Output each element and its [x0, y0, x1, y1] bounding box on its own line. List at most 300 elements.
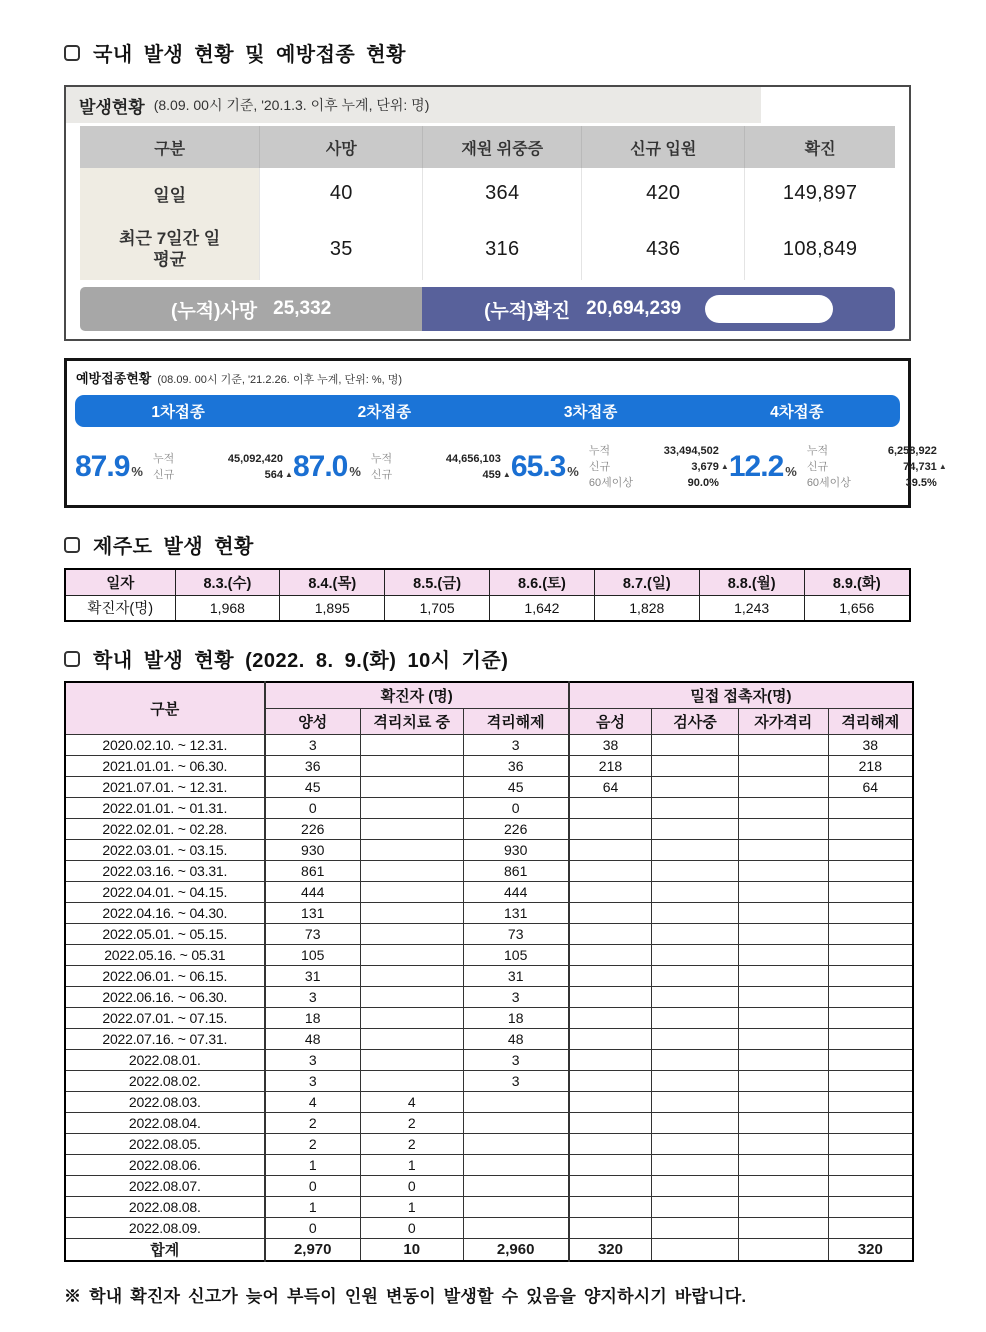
count-cell [652, 1091, 739, 1112]
count-cell [360, 734, 463, 755]
cumulative-confirmed-value: 20,694,239 [586, 298, 682, 319]
value-cell: 364 [422, 168, 581, 218]
count-cell [360, 923, 463, 944]
dose-stat-row: 신규 564 ▲ [152, 469, 293, 481]
count-cell [738, 755, 828, 776]
count-cell [828, 923, 913, 944]
count-cell [738, 1217, 828, 1238]
footnote-text: ※ 학내 확진자 신고가 늦어 부득이 인원 변동이 발생할 수 있음을 양지하시기 바랍니다. [64, 1287, 747, 1306]
dose-stat-list [589, 443, 729, 491]
count-cell: 73 [463, 923, 569, 944]
count-cell: 131 [463, 902, 569, 923]
total-cell: 10 [360, 1238, 463, 1261]
occurrence-box-note: (8.09. 00시 기준, '20.1.3. 이후 누계, 단위: 명) [153, 97, 430, 113]
count-cell: 3 [463, 1070, 569, 1091]
count-cell: 45 [463, 776, 569, 797]
campus-subheader: 검사중 [652, 708, 739, 734]
jeju-header-row [65, 569, 910, 595]
count-cell [652, 881, 739, 902]
occurrence-box-title-area [66, 87, 761, 123]
count-cell [738, 1028, 828, 1049]
count-cell [360, 1049, 463, 1070]
count-cell [360, 839, 463, 860]
count-cell [652, 923, 739, 944]
dose-percent: 65.3 % [510, 450, 579, 483]
occurrence-header-cell: 사망 [259, 126, 422, 168]
count-cell: 3 [463, 734, 569, 755]
count-cell [569, 986, 652, 1007]
dose-stat-row: 신규 459 ▲ [370, 469, 511, 481]
count-cell [828, 797, 913, 818]
value-cell: 40 [259, 168, 422, 218]
period-cell: 2022.04.16. ~ 04.30. [65, 902, 265, 923]
count-cell [463, 1154, 569, 1175]
jeju-date-label: 일자 [65, 569, 175, 595]
count-cell: 861 [463, 860, 569, 881]
count-cell [360, 986, 463, 1007]
count-cell [569, 839, 652, 860]
count-cell [569, 923, 652, 944]
count-cell: 105 [463, 944, 569, 965]
date-header-cell: 8.5.(금) [385, 569, 490, 595]
total-row [65, 1238, 913, 1261]
total-label: 합계 [65, 1238, 265, 1261]
date-header-cell: 8.8.(월) [699, 569, 804, 595]
occurrence-header-cell: 신규 입원 [581, 126, 744, 168]
count-cell: 64 [569, 776, 652, 797]
section-title-text: 학내 발생 현황 (2022. 8. 9.(화) 10시 기준) [93, 650, 509, 672]
dose-stat-list [153, 451, 293, 483]
count-cell: 226 [265, 818, 361, 839]
table-row [65, 881, 913, 902]
confirmed-count-cell: 1,705 [385, 595, 490, 621]
titlebar-blank-area [761, 87, 909, 123]
count-cell [652, 818, 739, 839]
table-row [65, 1007, 913, 1028]
up-triangle-icon: ▲ [938, 462, 947, 471]
vacc-dose-2 [293, 443, 511, 491]
up-triangle-icon [937, 475, 947, 491]
count-cell [738, 902, 828, 923]
count-cell [569, 1091, 652, 1112]
count-cell [738, 1175, 828, 1196]
count-cell: 0 [265, 797, 361, 818]
count-cell: 38 [569, 734, 652, 755]
dose-stat-row: 누적 33,494,502 [589, 443, 729, 459]
count-cell: 861 [265, 860, 361, 881]
total-cell: 320 [828, 1238, 913, 1261]
count-cell: 2 [360, 1133, 463, 1154]
count-cell [828, 1175, 913, 1196]
vacc-dose-4 [729, 443, 947, 491]
count-cell: 18 [463, 1007, 569, 1028]
period-cell: 2022.08.01. [65, 1049, 265, 1070]
cumulative-death-value: 25,332 [273, 298, 332, 319]
count-cell: 2 [265, 1133, 361, 1154]
cumulative-bar [80, 287, 895, 331]
table-row [65, 776, 913, 797]
total-cell: 2,970 [265, 1238, 361, 1261]
table-row [65, 860, 913, 881]
count-cell [738, 1196, 828, 1217]
value-cell: 149,897 [744, 168, 895, 218]
period-cell: 2022.08.03. [65, 1091, 265, 1112]
count-cell [652, 1175, 739, 1196]
count-cell: 218 [828, 755, 913, 776]
period-cell: 2021.07.01. ~ 12.31. [65, 776, 265, 797]
up-triangle-icon [937, 443, 947, 459]
count-cell: 0 [265, 1217, 361, 1238]
count-cell [828, 902, 913, 923]
count-cell: 0 [463, 797, 569, 818]
period-cell: 2022.08.06. [65, 1154, 265, 1175]
count-cell [652, 755, 739, 776]
count-cell [738, 965, 828, 986]
count-cell [569, 1112, 652, 1133]
period-cell: 2022.08.07. [65, 1175, 265, 1196]
period-cell: 2022.07.16. ~ 07.31. [65, 1028, 265, 1049]
confirmed-count-cell: 1,243 [699, 595, 804, 621]
table-row [65, 1154, 913, 1175]
vaccination-header-cell: 1차접종 [151, 404, 205, 421]
vaccination-box [64, 358, 947, 508]
checkbox-icon [64, 537, 80, 553]
count-cell: 226 [463, 818, 569, 839]
table-row [65, 1196, 913, 1217]
occurrence-table [80, 126, 895, 280]
count-cell: 73 [265, 923, 361, 944]
count-cell [738, 1154, 828, 1175]
count-cell [828, 860, 913, 881]
confirmed-count-cell: 1,968 [175, 595, 280, 621]
count-cell [738, 860, 828, 881]
count-cell [738, 1070, 828, 1091]
value-cell: 316 [422, 218, 581, 280]
total-cell: 320 [569, 1238, 652, 1261]
count-cell [828, 1112, 913, 1133]
row-label: 최근 7일간 일평균 [80, 218, 259, 280]
occurrence-row-week-average [80, 218, 895, 280]
count-cell [828, 1196, 913, 1217]
count-cell [652, 944, 739, 965]
count-cell [569, 1154, 652, 1175]
up-triangle-icon: ▲ [502, 470, 511, 479]
count-cell: 48 [463, 1028, 569, 1049]
dose-stat-row: 신규 3,679 ▲ [588, 461, 729, 473]
count-cell [738, 839, 828, 860]
up-triangle-icon [719, 475, 729, 491]
count-cell [738, 881, 828, 902]
count-cell [569, 944, 652, 965]
count-cell: 36 [265, 755, 361, 776]
period-cell: 2022.08.02. [65, 1070, 265, 1091]
count-cell [738, 923, 828, 944]
redaction-pill [705, 295, 833, 323]
table-row [65, 986, 913, 1007]
count-cell [652, 1217, 739, 1238]
confirmed-count-cell: 1,828 [594, 595, 699, 621]
count-cell [652, 1196, 739, 1217]
up-triangle-icon [719, 443, 729, 459]
count-cell [360, 860, 463, 881]
count-cell: 48 [265, 1028, 361, 1049]
table-row [65, 923, 913, 944]
section-title-domestic [64, 38, 986, 67]
count-cell [463, 1133, 569, 1154]
count-cell: 131 [265, 902, 361, 923]
campus-contact-group-header: 밀접 접촉자(명) [569, 682, 913, 708]
count-cell: 444 [265, 881, 361, 902]
count-cell [360, 944, 463, 965]
count-cell: 0 [360, 1217, 463, 1238]
count-cell [569, 860, 652, 881]
value-cell: 108,849 [744, 218, 895, 280]
section-title-text: 제주도 발생 현황 [93, 536, 254, 558]
table-row [65, 965, 913, 986]
cumulative-death-label: (누적)사망 [171, 300, 258, 322]
table-row [65, 797, 913, 818]
count-cell [360, 1070, 463, 1091]
count-cell [828, 1133, 913, 1154]
total-cell: 2,960 [463, 1238, 569, 1261]
cumulative-confirmed-bar [422, 287, 895, 331]
count-cell [738, 944, 828, 965]
count-cell [828, 1091, 913, 1112]
count-cell [360, 755, 463, 776]
count-cell [738, 1112, 828, 1133]
count-cell [569, 1028, 652, 1049]
table-row [65, 1028, 913, 1049]
occurrence-table-header [80, 126, 895, 168]
occurrence-box-titlebar [66, 87, 909, 123]
count-cell [828, 1028, 913, 1049]
checkbox-icon [64, 651, 80, 667]
count-cell [828, 1007, 913, 1028]
period-cell: 2022.08.08. [65, 1196, 265, 1217]
count-cell: 930 [463, 839, 569, 860]
jeju-table [64, 568, 911, 622]
count-cell: 1 [265, 1196, 361, 1217]
count-cell: 2 [360, 1112, 463, 1133]
vaccination-header-cell: 2차접종 [357, 404, 412, 421]
period-cell: 2022.03.01. ~ 03.15. [65, 839, 265, 860]
confirmed-count-cell: 1,656 [804, 595, 910, 621]
section-title-text: 국내 발생 현황 및 예방접종 현황 [93, 44, 406, 66]
dose-stat-list [371, 451, 511, 483]
count-cell [360, 818, 463, 839]
total-cell [738, 1238, 828, 1261]
count-cell: 1 [360, 1196, 463, 1217]
count-cell [360, 1028, 463, 1049]
count-cell [652, 1049, 739, 1070]
campus-table [64, 681, 914, 1262]
count-cell: 31 [265, 965, 361, 986]
count-cell [738, 986, 828, 1007]
count-cell [652, 1133, 739, 1154]
count-cell [738, 734, 828, 755]
count-cell [828, 839, 913, 860]
period-cell: 2022.02.01. ~ 02.28. [65, 818, 265, 839]
count-cell: 0 [265, 1175, 361, 1196]
count-cell [738, 1091, 828, 1112]
count-cell: 18 [265, 1007, 361, 1028]
count-cell [360, 797, 463, 818]
row-label: 일일 [80, 168, 259, 218]
count-cell [360, 776, 463, 797]
count-cell [569, 818, 652, 839]
date-header-cell: 8.7.(일) [594, 569, 699, 595]
vaccination-stats [75, 427, 947, 491]
count-cell: 1 [360, 1154, 463, 1175]
period-cell: 2022.05.16. ~ 05.31 [65, 944, 265, 965]
occurrence-box-title: 발생현황 [79, 97, 145, 117]
occurrence-header-cell: 구분 [154, 140, 186, 158]
count-cell [652, 965, 739, 986]
count-cell [652, 1112, 739, 1133]
vaccination-titlebar [76, 368, 900, 387]
count-cell: 31 [463, 965, 569, 986]
count-cell: 3 [463, 986, 569, 1007]
period-cell: 2022.08.04. [65, 1112, 265, 1133]
count-cell [652, 776, 739, 797]
campus-subheader: 격리해제 [463, 708, 569, 734]
count-cell [360, 881, 463, 902]
dose-stat-row: 누적 6,258,922 [807, 443, 947, 459]
table-row [65, 1070, 913, 1091]
count-cell [652, 734, 739, 755]
jeju-value-row [65, 595, 910, 621]
confirmed-count-cell: 1,642 [490, 595, 595, 621]
campus-confirmed-group-header: 확진자 (명) [265, 682, 569, 708]
count-cell [828, 1049, 913, 1070]
period-cell: 2021.01.01. ~ 06.30. [65, 755, 265, 776]
value-cell: 436 [581, 218, 744, 280]
period-cell: 2022.05.01. ~ 05.15. [65, 923, 265, 944]
count-cell [828, 881, 913, 902]
period-cell: 2022.08.05. [65, 1133, 265, 1154]
count-cell [569, 902, 652, 923]
campus-table-body [65, 734, 913, 1238]
period-cell: 2022.08.09. [65, 1217, 265, 1238]
count-cell [652, 986, 739, 1007]
count-cell: 38 [828, 734, 913, 755]
count-cell [569, 881, 652, 902]
count-cell [463, 1175, 569, 1196]
value-cell: 420 [581, 168, 744, 218]
campus-table-footer [65, 1238, 913, 1261]
dose-percent: 12.2 % [728, 450, 797, 483]
vaccination-title: 예방접종현황 [76, 371, 152, 386]
period-cell: 2020.02.10. ~ 12.31. [65, 734, 265, 755]
dose-stat-row: 신규 74,731 ▲ [806, 461, 947, 473]
vaccination-header-bar [75, 395, 900, 427]
table-row [65, 1217, 913, 1238]
count-cell: 0 [360, 1175, 463, 1196]
dose-stat-row: 누적 44,656,103 [371, 451, 511, 467]
campus-section-title [64, 644, 986, 673]
campus-subheader: 양성 [265, 708, 361, 734]
table-row [65, 755, 913, 776]
count-cell: 3 [265, 734, 361, 755]
count-cell: 3 [265, 1070, 361, 1091]
count-cell: 1 [265, 1154, 361, 1175]
count-cell [360, 965, 463, 986]
count-cell [738, 1049, 828, 1070]
count-cell [828, 818, 913, 839]
campus-subheader: 자가격리 [738, 708, 828, 734]
checkbox-icon [64, 45, 80, 61]
campus-subheader: 음성 [569, 708, 652, 734]
count-cell [652, 797, 739, 818]
vacc-dose-3 [511, 443, 729, 491]
period-cell: 2022.06.16. ~ 06.30. [65, 986, 265, 1007]
count-cell [828, 965, 913, 986]
count-cell [569, 797, 652, 818]
count-cell [463, 1196, 569, 1217]
count-cell [569, 1175, 652, 1196]
date-header-cell: 8.4.(목) [280, 569, 385, 595]
up-triangle-icon [501, 451, 511, 467]
count-cell: 4 [360, 1091, 463, 1112]
occurrence-box [64, 85, 911, 341]
table-row [65, 1175, 913, 1196]
count-cell [569, 1007, 652, 1028]
count-cell: 2 [265, 1112, 361, 1133]
period-cell: 2022.07.01. ~ 07.15. [65, 1007, 265, 1028]
table-row [65, 902, 913, 923]
count-cell [569, 1070, 652, 1091]
dose-stat-row: 60세이상 39.5% [807, 475, 947, 491]
count-cell [828, 1070, 913, 1091]
count-cell [652, 1028, 739, 1049]
campus-subheader: 격리해제 [828, 708, 913, 734]
count-cell: 4 [265, 1091, 361, 1112]
count-cell [569, 965, 652, 986]
count-cell [738, 776, 828, 797]
table-row [65, 839, 913, 860]
count-cell: 105 [265, 944, 361, 965]
occurrence-row-daily [80, 168, 895, 218]
dose-stat-row: 60세이상 90.0% [589, 475, 729, 491]
vaccination-header-cell: 4차접종 [770, 404, 824, 421]
cumulative-death-bar [80, 287, 422, 331]
dose-percent: 87.0 % [292, 450, 361, 483]
count-cell [360, 1007, 463, 1028]
up-triangle-icon [283, 451, 293, 467]
count-cell: 3 [265, 986, 361, 1007]
count-cell [569, 1196, 652, 1217]
table-row [65, 818, 913, 839]
count-cell [569, 1133, 652, 1154]
count-cell: 64 [828, 776, 913, 797]
count-cell [360, 902, 463, 923]
table-row [65, 1091, 913, 1112]
occurrence-header-cell: 확진 [744, 126, 895, 168]
period-cell: 2022.03.16. ~ 03.31. [65, 860, 265, 881]
table-row [65, 944, 913, 965]
count-cell [828, 944, 913, 965]
campus-subheader: 격리치료 중 [360, 708, 463, 734]
jeju-section-title [64, 530, 986, 559]
date-header-cell: 8.3.(수) [175, 569, 280, 595]
table-row [65, 734, 913, 755]
count-cell [652, 1007, 739, 1028]
count-cell [569, 1049, 652, 1070]
count-cell [738, 797, 828, 818]
count-cell [463, 1091, 569, 1112]
count-cell [652, 1154, 739, 1175]
count-cell [652, 860, 739, 881]
